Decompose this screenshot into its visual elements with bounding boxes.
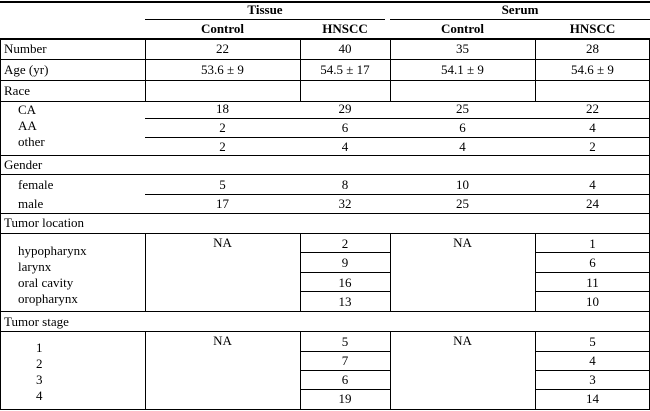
rule xyxy=(300,351,390,352)
stage-label: 1 xyxy=(36,340,43,355)
group-header-tissue: Tissue xyxy=(247,2,283,17)
cell: 22 xyxy=(216,41,229,56)
cell: 14 xyxy=(586,391,599,406)
stage-label: 2 xyxy=(36,356,43,371)
cell: 32 xyxy=(338,196,352,211)
tissue-group-rule xyxy=(145,19,385,20)
cell: 54.5 ± 17 xyxy=(320,62,370,77)
cell: 2 xyxy=(219,120,226,135)
rule xyxy=(0,311,650,312)
row-label-age: Age (yr) xyxy=(4,62,49,77)
rule xyxy=(0,80,650,81)
rule xyxy=(0,174,650,175)
section-title-tumor-location: Tumor location xyxy=(4,215,85,230)
cell: 2 xyxy=(341,236,349,251)
rule xyxy=(0,59,650,60)
rule xyxy=(145,194,650,195)
cell: 22 xyxy=(586,101,599,116)
group-header-serum: Serum xyxy=(501,2,539,17)
location-label: oropharynx xyxy=(18,291,78,306)
rule xyxy=(300,252,390,253)
rule xyxy=(300,272,390,273)
race-label: other xyxy=(18,134,45,149)
cell: 18 xyxy=(216,101,229,116)
cell: 4 xyxy=(459,139,466,154)
section-title-race: Race xyxy=(4,83,30,98)
cell: 40 xyxy=(338,41,352,56)
rule xyxy=(535,252,650,253)
cell: 6 xyxy=(341,372,349,387)
race-label: AA xyxy=(18,118,37,133)
cell: 4 xyxy=(589,120,596,135)
section-title-gender: Gender xyxy=(4,157,43,172)
cell: 19 xyxy=(338,391,352,406)
na-cell: NA xyxy=(213,235,232,250)
cell: 24 xyxy=(586,196,599,211)
rule xyxy=(145,137,650,138)
stage-label: 3 xyxy=(36,372,43,387)
cell: 13 xyxy=(338,294,352,309)
gender-label: male xyxy=(18,196,44,211)
rule xyxy=(0,155,650,156)
column-header-tissue-hnscc: HNSCC xyxy=(322,21,368,36)
location-label: larynx xyxy=(18,259,52,274)
cell: 10 xyxy=(586,294,599,309)
cell: 6 xyxy=(459,120,466,135)
location-label: oral cavity xyxy=(18,275,74,290)
cell: 54.6 ± 9 xyxy=(571,62,614,77)
section-title-tumor-stage: Tumor stage xyxy=(4,314,69,329)
cell: 4 xyxy=(589,353,596,368)
cell: 25 xyxy=(456,101,469,116)
race-label: CA xyxy=(18,102,37,117)
cell: 9 xyxy=(341,255,349,270)
column-header-tissue-control: Control xyxy=(200,21,245,36)
rule xyxy=(300,291,390,292)
rule xyxy=(145,118,650,119)
cell: 29 xyxy=(338,101,352,116)
cell: 6 xyxy=(341,120,349,135)
row-label-number: Number xyxy=(4,41,47,56)
cell: 5 xyxy=(589,334,596,349)
cell: 25 xyxy=(456,196,469,211)
cell: 1 xyxy=(589,236,596,251)
rule xyxy=(0,331,650,332)
na-cell: NA xyxy=(453,235,472,250)
cell: 5 xyxy=(219,177,226,192)
cell: 10 xyxy=(456,177,469,192)
rule xyxy=(535,389,650,390)
cell: 35 xyxy=(456,41,469,56)
stage-label: 4 xyxy=(36,388,43,403)
column-header-serum-hnscc: HNSCC xyxy=(569,21,616,36)
rule xyxy=(535,291,650,292)
rule xyxy=(300,389,390,390)
rule xyxy=(0,213,650,214)
cell: 28 xyxy=(586,41,599,56)
location-label: hypopharynx xyxy=(18,243,87,258)
rule xyxy=(0,233,650,234)
cell: 3 xyxy=(589,372,596,387)
cell: 7 xyxy=(341,353,349,368)
rule xyxy=(300,370,390,371)
cell: 8 xyxy=(341,177,349,192)
na-cell: NA xyxy=(453,333,472,348)
cell: 2 xyxy=(219,139,226,154)
cell: 4 xyxy=(589,177,596,192)
cell: 2 xyxy=(589,139,596,154)
cell: 5 xyxy=(341,334,349,349)
cell: 16 xyxy=(338,275,352,290)
cell: 4 xyxy=(341,139,349,154)
cell: 11 xyxy=(586,275,599,290)
header-bottom-rule xyxy=(0,38,650,40)
rule xyxy=(535,370,650,371)
rule xyxy=(535,272,650,273)
rule xyxy=(535,351,650,352)
cell: 6 xyxy=(589,255,596,270)
serum-group-rule xyxy=(390,19,650,20)
cell: 54.1 ± 9 xyxy=(441,62,484,77)
na-cell: NA xyxy=(213,333,232,348)
cell: 17 xyxy=(216,196,229,211)
cell: 53.6 ± 9 xyxy=(201,62,244,77)
column-header-serum-control: Control xyxy=(440,21,485,36)
gender-label: female xyxy=(18,177,54,192)
bottom-rule xyxy=(0,409,650,410)
left-border xyxy=(0,38,1,410)
